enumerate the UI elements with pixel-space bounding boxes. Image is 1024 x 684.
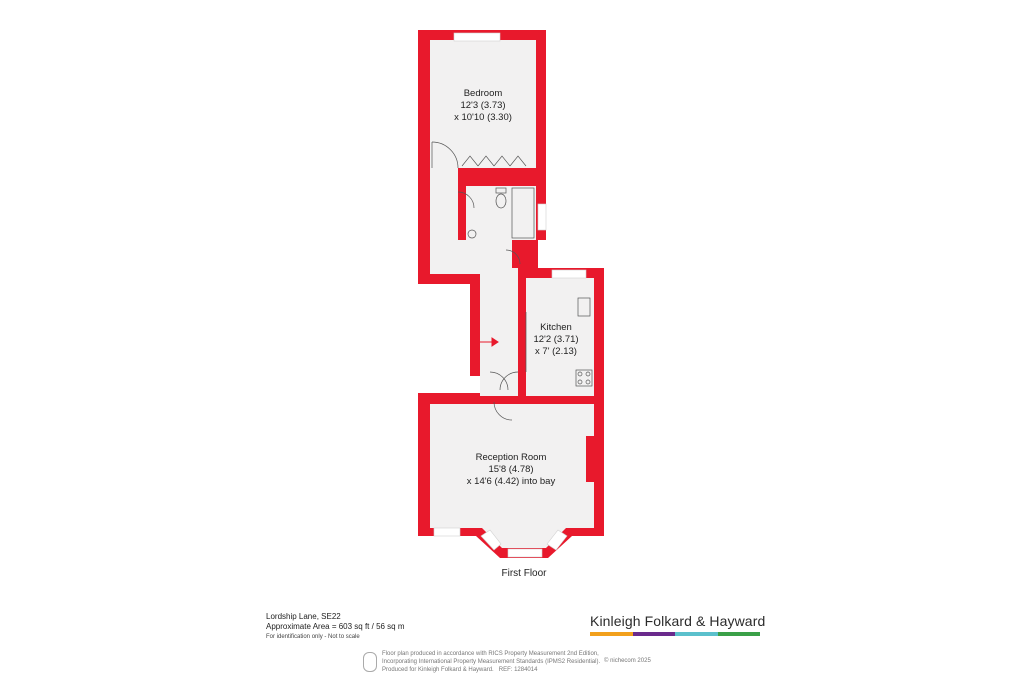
reception-name: Reception Room <box>475 452 547 463</box>
credit-ref: REF: 1284014 <box>498 667 538 673</box>
rics-mark-icon <box>363 652 377 672</box>
reception-window-left <box>434 528 460 536</box>
brand-bar-teal <box>675 632 718 636</box>
hallway-floor <box>480 268 518 396</box>
reception-dim-2: x 14'6 (4.42) into bay <box>466 476 556 487</box>
brand-name: Kinleigh Folkard & Hayward <box>590 613 766 629</box>
credit-line-2: Incorporating International Property Measurement Standards (IPMS2 Residential). <box>382 659 601 665</box>
credit-copyright: © nichecom 2025 <box>604 658 651 664</box>
property-address: Lordship Lane, SE22 <box>266 612 341 621</box>
credit-produced-for: Produced for Kinleigh Folkard & Hayward. <box>382 667 494 673</box>
credit-line-1: Floor plan produced in accordance with RICS Property Measurement 2nd Edition, <box>382 651 599 657</box>
kitchen-window <box>552 270 586 278</box>
brand-logo <box>590 613 766 636</box>
bedroom-name: Bedroom <box>463 88 503 99</box>
floor-label: First Floor <box>501 568 547 579</box>
property-area: Approximate Area = 603 sq ft / 56 sq m <box>266 622 405 631</box>
brand-color-bars <box>590 632 760 636</box>
bathroom-window <box>538 204 546 230</box>
property-note: For identification only - Not to scale <box>266 634 360 640</box>
bedroom-dim-2: x 10'10 (3.30) <box>454 112 512 123</box>
bedroom-window <box>454 33 500 41</box>
bedroom-dim-1: 12'3 (3.73) <box>460 100 506 111</box>
kitchen-dim-1: 12'2 (3.71) <box>533 334 579 345</box>
brand-bar-purple <box>633 632 676 636</box>
kitchen-dim-2: x 7' (2.13) <box>535 346 577 357</box>
brand-bar-green <box>718 632 761 636</box>
bay-window-centre <box>508 549 542 557</box>
brand-bar-orange <box>590 632 633 636</box>
chimney-breast <box>586 436 600 482</box>
credit-line-3 <box>382 666 600 674</box>
property-info <box>266 612 405 642</box>
kitchen-name: Kitchen <box>540 322 572 333</box>
credit-text <box>382 650 600 674</box>
reception-dim-1: 15'8 (4.78) <box>488 464 534 475</box>
